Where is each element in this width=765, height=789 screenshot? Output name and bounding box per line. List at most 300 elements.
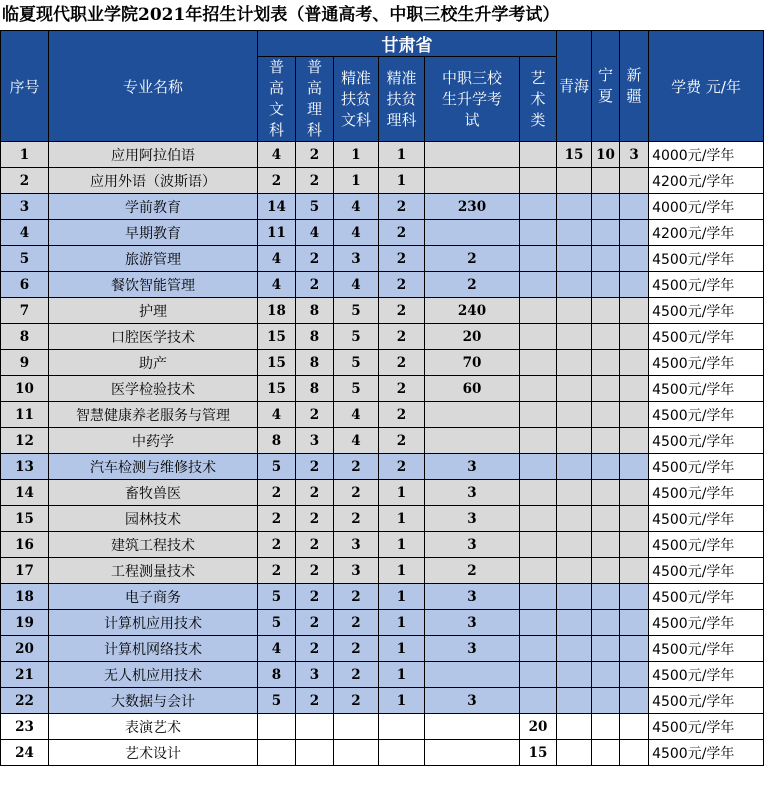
cell-xinjiang [620,714,649,740]
table-row [1,246,764,272]
cell-fupin-like: 1 [379,610,425,636]
cell-puGao-wenke: 8 [258,428,296,454]
table-row [1,714,764,740]
cell-xinjiang [620,454,649,480]
header-puGao-like [296,57,334,142]
table-row [1,532,764,558]
cell-ningxia [592,428,620,454]
cell-fupin-like: 1 [379,532,425,558]
cell-puGao-like [296,714,334,740]
cell-zhongzhi: 3 [425,610,520,636]
cell-yishu [520,688,557,714]
cell-xinjiang [620,298,649,324]
cell-tuition-fee: 4500元/学年 [649,376,764,402]
cell-yishu [520,298,557,324]
cell-row-number: 19 [1,610,49,636]
cell-zhongzhi: 230 [425,194,520,220]
cell-fupin-like: 1 [379,584,425,610]
cell-xinjiang [620,506,649,532]
cell-zhongzhi: 60 [425,376,520,402]
cell-yishu [520,142,557,168]
cell-zhongzhi: 3 [425,688,520,714]
header-puGao-wenke [258,57,296,142]
cell-major-name: 工程测量技术 [49,558,258,584]
cell-fupin-like: 2 [379,298,425,324]
cell-zhongzhi: 3 [425,506,520,532]
cell-xinjiang: 3 [620,142,649,168]
header-puGao-like-label: 普高理科 [306,58,322,139]
cell-puGao-wenke: 4 [258,636,296,662]
cell-major-name: 汽车检测与维修技术 [49,454,258,480]
cell-major-name: 早期教育 [49,220,258,246]
cell-tuition-fee: 4200元/学年 [649,220,764,246]
header-puGao-wenke-label: 普高文科 [268,58,284,139]
cell-puGao-wenke: 15 [258,324,296,350]
cell-zhongzhi [425,714,520,740]
cell-zhongzhi: 2 [425,272,520,298]
cell-major-name: 餐饮智能管理 [49,272,258,298]
cell-ningxia [592,194,620,220]
cell-zhongzhi [425,428,520,454]
header-yishu-label: 艺术类 [530,68,546,129]
cell-xinjiang [620,194,649,220]
cell-fupin-like: 1 [379,168,425,194]
cell-puGao-like: 2 [296,246,334,272]
cell-fupin-wenke: 2 [334,636,379,662]
cell-ningxia [592,272,620,298]
cell-row-number: 17 [1,558,49,584]
table-row [1,480,764,506]
cell-row-number: 6 [1,272,49,298]
cell-fupin-like: 2 [379,376,425,402]
cell-fupin-like: 1 [379,688,425,714]
cell-yishu: 15 [520,740,557,766]
cell-xinjiang [620,636,649,662]
cell-major-name: 计算机应用技术 [49,610,258,636]
cell-zhongzhi: 2 [425,246,520,272]
cell-xinjiang [620,428,649,454]
cell-tuition-fee: 4500元/学年 [649,350,764,376]
cell-tuition-fee: 4500元/学年 [649,558,764,584]
cell-fupin-like: 2 [379,428,425,454]
cell-major-name: 计算机网络技术 [49,636,258,662]
cell-fupin-wenke: 4 [334,194,379,220]
cell-qinghai [557,454,592,480]
cell-puGao-like: 2 [296,506,334,532]
cell-tuition-fee: 4500元/学年 [649,428,764,454]
cell-row-number: 10 [1,376,49,402]
cell-row-number: 18 [1,584,49,610]
cell-puGao-wenke: 18 [258,298,296,324]
table-row [1,584,764,610]
cell-puGao-like: 3 [296,662,334,688]
cell-xinjiang [620,272,649,298]
cell-puGao-wenke [258,714,296,740]
cell-ningxia [592,454,620,480]
cell-puGao-like: 8 [296,350,334,376]
cell-puGao-like: 5 [296,194,334,220]
cell-yishu [520,168,557,194]
cell-zhongzhi [425,740,520,766]
cell-zhongzhi: 20 [425,324,520,350]
cell-ningxia [592,558,620,584]
cell-major-name: 畜牧兽医 [49,480,258,506]
table-row [1,506,764,532]
cell-puGao-wenke: 4 [258,142,296,168]
cell-fupin-like: 1 [379,636,425,662]
table-body [1,142,764,766]
table-row [1,402,764,428]
cell-zhongzhi: 3 [425,636,520,662]
cell-row-number: 23 [1,714,49,740]
cell-qinghai [557,402,592,428]
cell-fupin-like: 1 [379,558,425,584]
cell-row-number: 16 [1,532,49,558]
cell-zhongzhi: 3 [425,454,520,480]
cell-ningxia [592,688,620,714]
cell-puGao-like: 8 [296,298,334,324]
cell-puGao-wenke: 5 [258,610,296,636]
cell-puGao-wenke: 5 [258,454,296,480]
header-zhongzhi-label: 中职三校生升学考试 [441,68,502,129]
cell-row-number: 8 [1,324,49,350]
cell-major-name: 表演艺术 [49,714,258,740]
table-row [1,636,764,662]
cell-fupin-like: 2 [379,350,425,376]
cell-puGao-like: 2 [296,168,334,194]
cell-ningxia [592,506,620,532]
cell-puGao-like: 2 [296,480,334,506]
cell-fupin-like: 2 [379,454,425,480]
cell-ningxia [592,714,620,740]
cell-yishu [520,272,557,298]
header-xinjiang: 新疆 [620,31,649,142]
cell-qinghai [557,480,592,506]
header-fupin-wenke [334,57,379,142]
table-row [1,688,764,714]
cell-yishu [520,610,557,636]
cell-qinghai [557,376,592,402]
cell-zhongzhi: 240 [425,298,520,324]
cell-major-name: 电子商务 [49,584,258,610]
cell-row-number: 7 [1,298,49,324]
cell-xinjiang [620,246,649,272]
cell-fupin-like [379,714,425,740]
cell-tuition-fee: 4500元/学年 [649,714,764,740]
cell-fupin-wenke: 2 [334,610,379,636]
cell-qinghai [557,272,592,298]
cell-xinjiang [620,740,649,766]
cell-zhongzhi: 2 [425,558,520,584]
cell-puGao-like: 8 [296,376,334,402]
cell-puGao-wenke [258,740,296,766]
cell-tuition-fee: 4000元/学年 [649,194,764,220]
cell-puGao-like: 8 [296,324,334,350]
table-row [1,610,764,636]
cell-puGao-wenke: 2 [258,532,296,558]
cell-qinghai [557,610,592,636]
cell-fupin-wenke: 3 [334,246,379,272]
cell-xinjiang [620,662,649,688]
cell-xinjiang [620,376,649,402]
cell-tuition-fee: 4500元/学年 [649,272,764,298]
cell-xinjiang [620,688,649,714]
cell-puGao-wenke: 2 [258,506,296,532]
table-row [1,220,764,246]
cell-tuition-fee: 4500元/学年 [649,506,764,532]
cell-fupin-wenke: 2 [334,454,379,480]
cell-ningxia [592,350,620,376]
table-row [1,272,764,298]
cell-puGao-wenke: 15 [258,350,296,376]
cell-yishu: 20 [520,714,557,740]
cell-zhongzhi [425,662,520,688]
cell-puGao-wenke: 4 [258,246,296,272]
cell-fupin-wenke: 5 [334,350,379,376]
table-row [1,194,764,220]
cell-row-number: 3 [1,194,49,220]
cell-row-number: 13 [1,454,49,480]
cell-row-number: 20 [1,636,49,662]
cell-zhongzhi [425,220,520,246]
cell-qinghai [557,584,592,610]
cell-qinghai [557,246,592,272]
cell-ningxia [592,740,620,766]
cell-tuition-fee: 4500元/学年 [649,532,764,558]
header-zhongzhi [425,57,520,142]
cell-yishu [520,584,557,610]
cell-fupin-wenke: 4 [334,428,379,454]
cell-fupin-wenke: 4 [334,220,379,246]
cell-puGao-wenke: 5 [258,688,296,714]
cell-fupin-wenke: 2 [334,506,379,532]
cell-row-number: 21 [1,662,49,688]
header-seq: 序号 [1,31,49,142]
cell-qinghai [557,740,592,766]
cell-fupin-wenke: 1 [334,142,379,168]
cell-major-name: 医学检验技术 [49,376,258,402]
cell-major-name: 无人机应用技术 [49,662,258,688]
table-row [1,558,764,584]
table-row [1,298,764,324]
cell-fupin-wenke: 4 [334,272,379,298]
cell-ningxia [592,376,620,402]
cell-yishu [520,532,557,558]
cell-fupin-like: 2 [379,324,425,350]
cell-puGao-like: 2 [296,532,334,558]
cell-yishu [520,428,557,454]
cell-fupin-wenke [334,714,379,740]
header-fupin-wenke-label: 精准扶贫文科 [340,68,371,129]
cell-xinjiang [620,558,649,584]
cell-row-number: 4 [1,220,49,246]
cell-zhongzhi: 70 [425,350,520,376]
cell-zhongzhi [425,168,520,194]
cell-tuition-fee: 4500元/学年 [649,298,764,324]
cell-fupin-wenke: 2 [334,584,379,610]
cell-fupin-wenke: 4 [334,402,379,428]
cell-zhongzhi: 3 [425,584,520,610]
cell-puGao-wenke: 8 [258,662,296,688]
header-fee: 学费 元/年 [649,31,764,142]
cell-qinghai [557,220,592,246]
cell-puGao-like: 3 [296,428,334,454]
cell-puGao-like: 2 [296,272,334,298]
cell-puGao-wenke: 15 [258,376,296,402]
cell-puGao-like: 2 [296,636,334,662]
cell-tuition-fee: 4500元/学年 [649,610,764,636]
table-row [1,376,764,402]
cell-yishu [520,480,557,506]
cell-qinghai [557,428,592,454]
cell-yishu [520,194,557,220]
header-fupin-like [379,57,425,142]
cell-fupin-wenke: 5 [334,324,379,350]
cell-fupin-like: 2 [379,402,425,428]
cell-qinghai: 15 [557,142,592,168]
cell-fupin-wenke: 5 [334,298,379,324]
cell-ningxia [592,324,620,350]
cell-xinjiang [620,220,649,246]
cell-yishu [520,350,557,376]
cell-fupin-wenke: 3 [334,532,379,558]
cell-row-number: 24 [1,740,49,766]
enrollment-plan-table [0,30,764,766]
cell-zhongzhi [425,402,520,428]
cell-tuition-fee: 4500元/学年 [649,480,764,506]
cell-puGao-like [296,740,334,766]
cell-puGao-like: 2 [296,610,334,636]
cell-tuition-fee: 4500元/学年 [649,740,764,766]
cell-yishu [520,454,557,480]
cell-fupin-wenke: 5 [334,376,379,402]
cell-fupin-like: 1 [379,506,425,532]
cell-tuition-fee: 4500元/学年 [649,662,764,688]
table-row [1,662,764,688]
cell-qinghai [557,714,592,740]
cell-major-name: 艺术设计 [49,740,258,766]
cell-qinghai [557,350,592,376]
cell-xinjiang [620,480,649,506]
cell-yishu [520,662,557,688]
header-qinghai: 青海 [557,31,592,142]
table-row [1,740,764,766]
cell-major-name: 建筑工程技术 [49,532,258,558]
cell-fupin-wenke: 3 [334,558,379,584]
cell-row-number: 1 [1,142,49,168]
table-row [1,428,764,454]
cell-ningxia [592,298,620,324]
cell-xinjiang [620,402,649,428]
cell-fupin-like: 1 [379,662,425,688]
cell-ningxia [592,246,620,272]
cell-yishu [520,246,557,272]
cell-qinghai [557,558,592,584]
header-yishu [520,57,557,142]
cell-ningxia [592,532,620,558]
cell-xinjiang [620,324,649,350]
cell-puGao-like: 2 [296,402,334,428]
table-row [1,454,764,480]
cell-major-name: 大数据与会计 [49,688,258,714]
header-major: 专业名称 [49,31,258,142]
cell-row-number: 9 [1,350,49,376]
cell-puGao-wenke: 4 [258,272,296,298]
cell-qinghai [557,324,592,350]
cell-major-name: 旅游管理 [49,246,258,272]
cell-fupin-like: 2 [379,272,425,298]
cell-xinjiang [620,584,649,610]
cell-row-number: 22 [1,688,49,714]
cell-puGao-like: 2 [296,584,334,610]
cell-puGao-like: 2 [296,688,334,714]
cell-major-name: 中药学 [49,428,258,454]
table-row [1,168,764,194]
cell-row-number: 11 [1,402,49,428]
header-ningxia: 宁夏 [592,31,620,142]
cell-fupin-like: 2 [379,194,425,220]
cell-row-number: 5 [1,246,49,272]
header-province-gansu: 甘肃省 [258,31,557,57]
cell-zhongzhi: 3 [425,532,520,558]
cell-tuition-fee: 4500元/学年 [649,402,764,428]
cell-tuition-fee: 4500元/学年 [649,454,764,480]
cell-fupin-wenke: 2 [334,662,379,688]
cell-fupin-wenke [334,740,379,766]
cell-yishu [520,636,557,662]
cell-ningxia [592,220,620,246]
cell-qinghai [557,298,592,324]
table-row [1,324,764,350]
cell-fupin-like: 1 [379,142,425,168]
cell-tuition-fee: 4500元/学年 [649,688,764,714]
cell-puGao-wenke: 14 [258,194,296,220]
cell-major-name: 应用外语（波斯语） [49,168,258,194]
cell-qinghai [557,662,592,688]
cell-yishu [520,220,557,246]
cell-puGao-like: 2 [296,454,334,480]
cell-ningxia: 10 [592,142,620,168]
cell-major-name: 学前教育 [49,194,258,220]
cell-qinghai [557,636,592,662]
cell-major-name: 护理 [49,298,258,324]
cell-xinjiang [620,610,649,636]
cell-ningxia [592,610,620,636]
table-row [1,142,764,168]
cell-qinghai [557,688,592,714]
cell-zhongzhi [425,142,520,168]
cell-xinjiang [620,532,649,558]
cell-qinghai [557,194,592,220]
cell-puGao-wenke: 11 [258,220,296,246]
cell-major-name: 应用阿拉伯语 [49,142,258,168]
cell-zhongzhi: 3 [425,480,520,506]
cell-yishu [520,376,557,402]
cell-fupin-like [379,740,425,766]
cell-qinghai [557,532,592,558]
cell-ningxia [592,480,620,506]
cell-puGao-wenke: 2 [258,168,296,194]
cell-puGao-wenke: 4 [258,402,296,428]
cell-fupin-wenke: 1 [334,168,379,194]
page-title: 临夏现代职业学院2021年招生计划表（普通高考、中职三校生升学考试） [2,5,560,25]
cell-ningxia [592,636,620,662]
cell-qinghai [557,168,592,194]
cell-yishu [520,402,557,428]
cell-yishu [520,506,557,532]
cell-row-number: 2 [1,168,49,194]
cell-row-number: 14 [1,480,49,506]
